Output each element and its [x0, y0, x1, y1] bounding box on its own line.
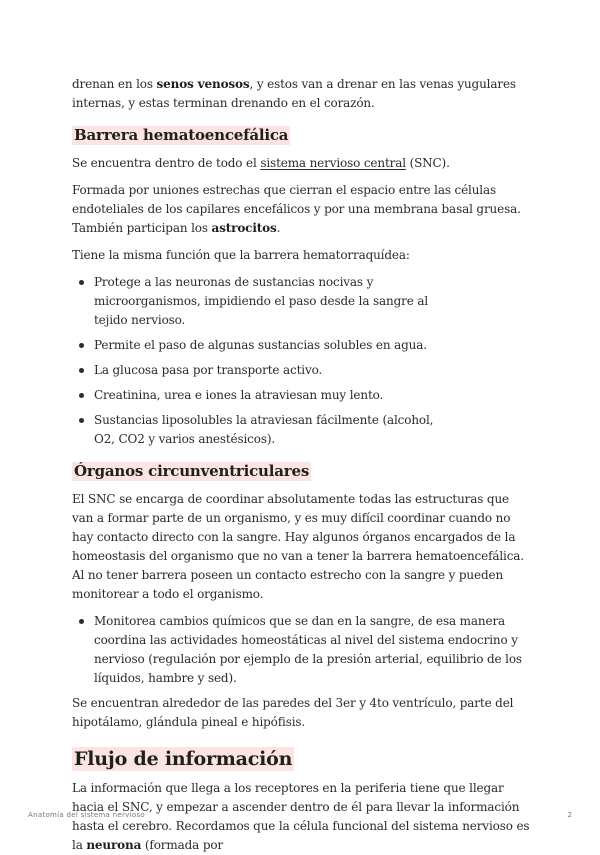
section1-paragraph-3: Tiene la misma función que la barrera hematorraquídea: [72, 248, 410, 262]
section2-paragraph-1a: El SNC se encarga de coordinar absolutamente todas las estructuras que van a formar parte de un organismo, y es muy difícil coordinar cuando no hay contacto directo con la sangre. Hay algunos órganos encargados de la homeostasis del organismo que no van a tener la barrera hematoencefálica. [72, 492, 524, 563]
footer-page-number: 2 [567, 811, 572, 819]
intro-text-2: , y estos van a drenar en las venas yugulares internas, y estas terminan drenando en el corazón. [72, 77, 516, 110]
bullet-icon [79, 368, 84, 373]
section1-heading-wrap [72, 125, 532, 145]
page-content [72, 75, 532, 855]
bullet-icon [79, 418, 84, 423]
section1-p1-text-2: (SNC). [405, 156, 450, 170]
section2-heading: Órganos circunventriculares [74, 462, 310, 480]
list-item: Sustancias liposolubles la atraviesan fácilmente (alcohol, O2, CO2 y varios anestésicos). [72, 411, 452, 449]
list-item: Protege a las neuronas de sustancias nocivas y microorganismos, impidiendo el paso desde la sangre al tejido nervioso. [72, 273, 452, 330]
list-item: Creatinina, urea e iones la atraviesan muy lento. [72, 386, 452, 405]
intro-bold-term: senos venosos [156, 77, 250, 91]
bullet-icon [79, 280, 84, 285]
section1-bullet-list [72, 273, 532, 449]
footer-document-title: Anatomía del sistema nervioso [28, 811, 145, 819]
section2-paragraph-1b: Al no tener barrera poseen un contacto estrecho con la sangre y pueden monitorear a todo el organismo. [72, 568, 504, 601]
section2-paragraph-2: Se encuentran alrededor de las paredes del 3er y 4to ventrículo, parte del hipotálamo, glándula pineal e hipófisis. [72, 696, 514, 729]
section3-p1-text-1: La información que llega a los receptores en la periferia tiene que llegar hacia el SNC, y empezar a ascender dentro de él para llevar la información hasta el cerebro. Recordamos que la célula funcional del sistema nervioso es la [72, 781, 530, 852]
section1-heading: Barrera hematoencefálica [74, 126, 289, 144]
intro-paragraph [72, 75, 532, 113]
section1-paragraph-1 [72, 154, 532, 173]
section3-heading: Flujo de información [74, 748, 293, 770]
section1-p2-bold-term: astrocitos [211, 221, 277, 235]
bullet-icon [79, 619, 84, 624]
section1-p2-text-1: Formada por uniones estrechas que cierran el espacio entre las células endoteliales de los capilares encefálicos y por una membrana basal gruesa. También participan los [72, 183, 521, 235]
intro-text-1: drenan en los [72, 77, 157, 91]
list-item: Monitorea cambios químicos que se dan en la sangre, de esa manera coordina las actividades homeostáticas al nivel del sistema endocrino y nervioso (regulación por ejemplo de la presión arterial, equilibrio de los líquidos, hambre y sed). [72, 612, 532, 688]
section1-p2-text-2: . [276, 221, 281, 235]
section3-bold-term: neurona [86, 838, 142, 852]
list-item: Permite el paso de algunas sustancias solubles en agua. [72, 336, 452, 355]
section2-heading-wrap [72, 461, 532, 481]
sistema-nervioso-central-link[interactable]: sistema nervioso central [260, 156, 406, 170]
bullet-icon [79, 393, 84, 398]
section3-p1-text-2: (formada por [141, 838, 224, 852]
section2-bullet-list [72, 612, 532, 688]
section3-heading-wrap [72, 747, 532, 771]
section1-paragraph-2 [72, 181, 532, 238]
bullet-icon [79, 343, 84, 348]
section1-p1-text-1: Se encuentra dentro de todo el [72, 156, 261, 170]
list-item: La glucosa pasa por transporte activo. [72, 361, 452, 380]
